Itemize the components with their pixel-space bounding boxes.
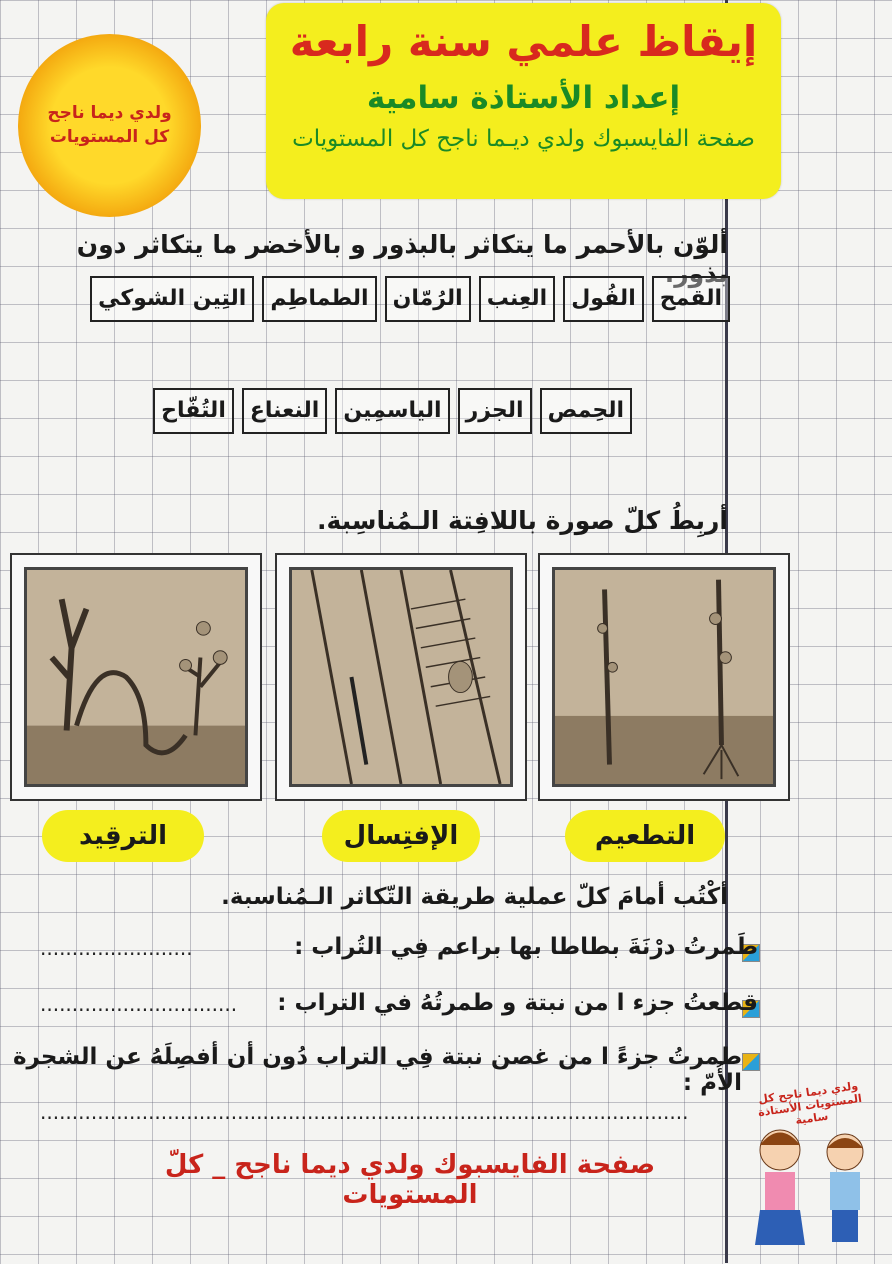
word-row-1	[90, 276, 730, 322]
kids-illustration	[735, 1080, 885, 1260]
label-layering[interactable]: الترقِيد	[42, 810, 204, 862]
word-box[interactable]: الفُول	[563, 276, 644, 322]
author-line: إعداد الأستاذة سامية	[366, 80, 681, 116]
answer-line-1[interactable]: ........................	[40, 936, 193, 960]
facebook-page-line: صفحة الفايسبوك ولدي ديـما ناجح كل المستويات	[292, 126, 755, 152]
answer-line-2[interactable]: ...............................	[40, 992, 238, 1016]
footer-text: صفحة الفايسبوك ولدي ديما ناجح _ كلّ المستويات	[164, 1150, 656, 1210]
question-2: قطعتُ جزء ا من نبتة و طمرتُهُ في التراب :	[277, 990, 758, 1016]
word-box[interactable]: القمح	[652, 276, 730, 322]
word-row-2	[153, 388, 632, 434]
grafting-drawing	[292, 570, 510, 784]
logo-badge	[18, 34, 201, 217]
word-box[interactable]: التُفّاح	[153, 388, 234, 434]
word-box[interactable]: الحِمص	[540, 388, 632, 434]
badge-text: ولدي ديما ناجح كل المستويات	[47, 102, 172, 147]
exercise3-instruction: أكْتُب أمامَ كلّ عملية طريقة التّكاثر الـمُناسبة.	[221, 884, 728, 910]
layering-drawing	[27, 570, 245, 784]
exercise2-instruction: أربِطُ كلّ صورة باللافِتة الـمُناسِبة.	[317, 506, 728, 535]
label-cutting[interactable]: الإفتِسال	[322, 810, 480, 862]
word-box[interactable]: الجزر	[458, 388, 532, 434]
word-box[interactable]: التِين الشوكي	[90, 276, 254, 322]
picture-layering[interactable]	[10, 553, 262, 801]
pictures-row	[10, 553, 790, 803]
cutting-drawing	[555, 570, 773, 784]
question-3: طمرتُ جزءً ا من غصن نبتة فِي التراب دُون أن أفصِلَهُ عن الشجرة الأُمّ :	[12, 1044, 742, 1096]
label-grafting[interactable]: التطعيم	[565, 810, 725, 862]
picture-cutting[interactable]	[538, 553, 790, 801]
question-1: طَمرتُ درْنَةَ بطاطا بها براعم فِي التُراب :	[294, 934, 758, 960]
exercise1-instruction: ألوّن بالأحمر ما يتكاثر بالبذور و بالأخضر ما يتكاثر دون بذور.	[76, 230, 728, 288]
answer-line-3[interactable]: ......................................................................................................	[40, 1100, 689, 1124]
kids-caption: ولدي ديما ناجح كل المستويات الأستاذة سامية	[757, 1079, 863, 1128]
picture-grafting[interactable]	[275, 553, 527, 801]
word-box[interactable]: الياسمِين	[335, 388, 449, 434]
header-box	[266, 3, 781, 199]
word-box[interactable]: الطماطِم	[262, 276, 376, 322]
word-box[interactable]: النعناع	[242, 388, 327, 434]
bullet-icon	[742, 1053, 760, 1071]
word-box[interactable]: العِنب	[479, 276, 556, 322]
word-box[interactable]: الرُمّان	[385, 276, 471, 322]
page-title: إيقاظ علمي سنة رابعة	[289, 17, 758, 66]
